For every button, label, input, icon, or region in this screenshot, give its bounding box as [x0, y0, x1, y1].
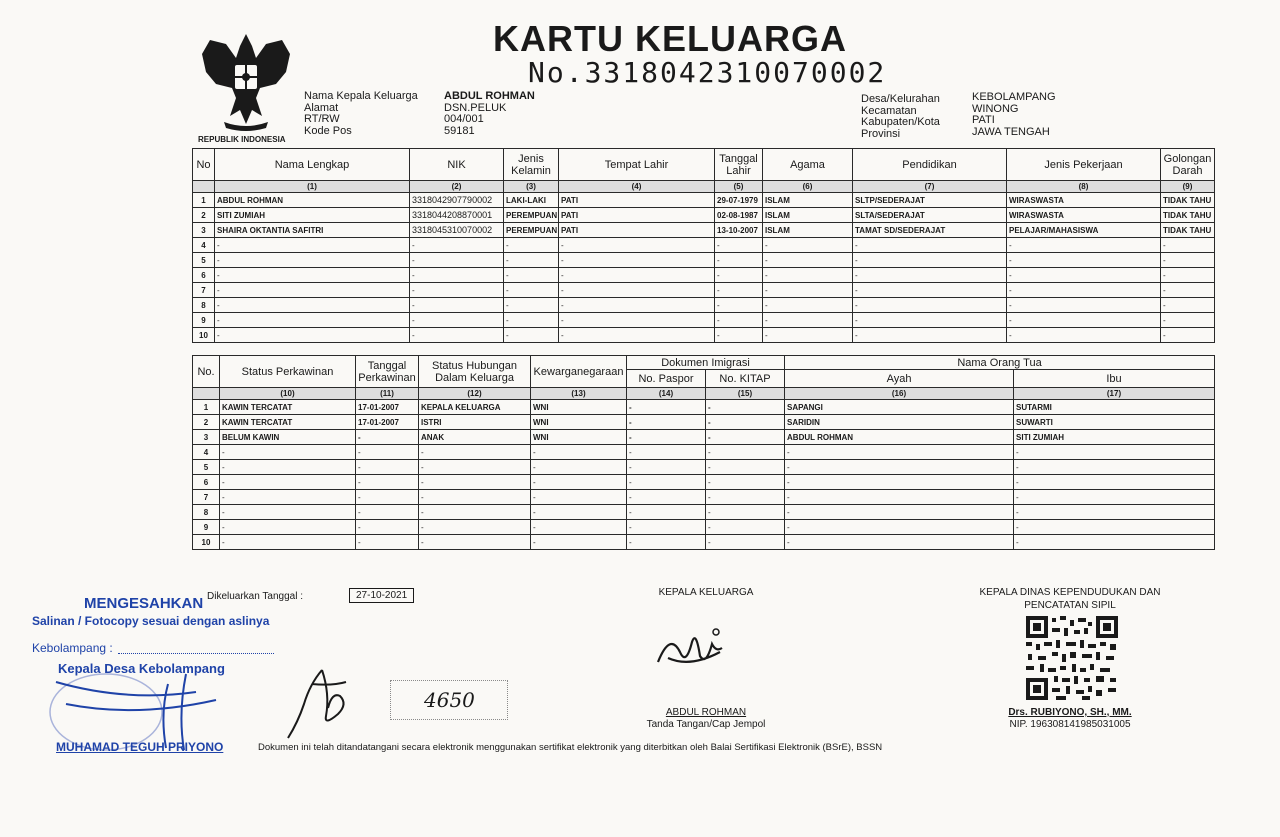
table-cell: -	[715, 328, 763, 343]
status-row	[193, 430, 1215, 445]
table-cell: KEPALA KELUARGA	[419, 400, 531, 415]
table-cell: -	[785, 460, 1014, 475]
table-cell: -	[356, 430, 419, 445]
table-cell: -	[1161, 313, 1215, 328]
head-of-family-caption: Tanda Tangan/Cap Jempol	[646, 719, 766, 730]
header-ibu: Ibu	[1014, 370, 1215, 388]
table-cell: -	[531, 490, 627, 505]
table-cell: -	[706, 400, 785, 415]
table-cell: -	[1161, 328, 1215, 343]
label-kecamatan: Kecamatan	[861, 104, 917, 117]
table-cell: -	[785, 475, 1014, 490]
value-alamat: DSN.PELUK	[444, 101, 507, 114]
header-pendidikan: Pendidikan	[853, 149, 1007, 181]
table-cell: BELUM KAWIN	[220, 430, 356, 445]
handwritten-number: 4650	[424, 688, 475, 712]
table-cell: -	[410, 313, 504, 328]
table-cell: TIDAK TAHU	[1161, 208, 1215, 223]
column-index-cell: (10)	[220, 388, 356, 400]
table-cell: -	[356, 445, 419, 460]
row-number: 10	[193, 328, 215, 343]
table-cell: -	[1161, 268, 1215, 283]
table-cell: -	[853, 313, 1007, 328]
label-rt-rw: RT/RW	[304, 113, 340, 125]
table-cell: -	[706, 505, 785, 520]
row-number: 3	[193, 430, 220, 445]
table-cell: -	[785, 520, 1014, 535]
table-cell: PATI	[559, 208, 715, 223]
table-cell: -	[763, 283, 853, 298]
row-number: 8	[193, 298, 215, 313]
header-jenis-pekerjaan: Jenis Pekerjaan	[1007, 149, 1161, 181]
table-cell: -	[627, 520, 706, 535]
table-cell: -	[531, 445, 627, 460]
column-index-cell: (13)	[531, 388, 627, 400]
table-cell: ABDUL ROHMAN	[215, 193, 410, 208]
table-cell: SARIDIN	[785, 415, 1014, 430]
column-index-cell: (4)	[559, 181, 715, 193]
status-row	[193, 520, 1215, 535]
status-row	[193, 460, 1215, 475]
table-cell: -	[1014, 445, 1215, 460]
table-cell: -	[853, 238, 1007, 253]
table-cell: -	[1007, 298, 1161, 313]
official-name: Drs. RUBIYONO, SH., MM.	[1008, 707, 1132, 718]
table-cell: -	[559, 298, 715, 313]
table-cell: -	[785, 490, 1014, 505]
table-cell: PATI	[559, 223, 715, 238]
table-cell: -	[627, 505, 706, 520]
status-row	[193, 415, 1215, 430]
table-cell: -	[504, 298, 559, 313]
table-cell: -	[356, 460, 419, 475]
member-row	[193, 313, 1215, 328]
table-cell: ABDUL ROHMAN	[785, 430, 1014, 445]
table-cell: -	[220, 460, 356, 475]
emblem-caption: REPUBLIK INDONESIA	[198, 135, 286, 144]
table-cell: SUTARMI	[1014, 400, 1215, 415]
table-cell: SLTP/SEDERAJAT	[853, 193, 1007, 208]
table-cell: TAMAT SD/SEDERAJAT	[853, 223, 1007, 238]
table-cell: TIDAK TAHU	[1161, 193, 1215, 208]
header-ayah: Ayah	[785, 370, 1014, 388]
table-cell: -	[1007, 253, 1161, 268]
header-dokumen-imigrasi: Dokumen Imigrasi	[627, 356, 785, 370]
table-cell: 17-01-2007	[356, 400, 419, 415]
table-cell: -	[763, 238, 853, 253]
issued-label: Dikeluarkan Tanggal :	[207, 591, 303, 602]
table-cell: -	[706, 490, 785, 505]
table-cell: -	[627, 490, 706, 505]
table-cell: -	[785, 505, 1014, 520]
table-cell: -	[763, 253, 853, 268]
official-nip: NIP. 196308141985031005	[1009, 719, 1131, 730]
row-number: 9	[193, 313, 215, 328]
table-cell: -	[627, 445, 706, 460]
table-cell: -	[220, 490, 356, 505]
table-cell: -	[504, 238, 559, 253]
stamp-title: MENGESAHKAN	[84, 595, 204, 612]
stamp-name: MUHAMAD TEGUH PRIYONO	[56, 740, 224, 754]
member-row	[193, 283, 1215, 298]
header-left-values	[444, 91, 535, 137]
table-cell: -	[356, 505, 419, 520]
table-cell: -	[706, 535, 785, 550]
table-cell: SLTA/SEDERAJAT	[853, 208, 1007, 223]
table-cell: -	[356, 535, 419, 550]
table-cell: -	[356, 475, 419, 490]
row-number: 6	[193, 475, 220, 490]
table-cell: -	[1007, 283, 1161, 298]
table-cell: -	[1161, 298, 1215, 313]
table-cell: -	[531, 520, 627, 535]
row-number: 10	[193, 535, 220, 550]
table-cell: -	[531, 505, 627, 520]
table-cell: -	[715, 313, 763, 328]
table-cell: -	[627, 430, 706, 445]
table-cell: PEREMPUAN	[504, 208, 559, 223]
table-cell: -	[1007, 238, 1161, 253]
table-cell: SITI ZUMIAH	[1014, 430, 1215, 445]
table-cell: 13-10-2007	[715, 223, 763, 238]
column-index-cell: (2)	[410, 181, 504, 193]
table-cell: -	[531, 475, 627, 490]
table-cell: TIDAK TAHU	[1161, 223, 1215, 238]
table-cell: -	[356, 490, 419, 505]
table-cell: -	[1014, 475, 1215, 490]
header-right-values	[972, 92, 1056, 138]
column-index-cell: (6)	[763, 181, 853, 193]
stamp-subtitle: Salinan / Fotocopy sesuai dengan aslinya	[32, 614, 270, 628]
issued-date: 27-10-2021	[349, 588, 414, 603]
member-row	[193, 253, 1215, 268]
kk-number: No.3318042310070002	[528, 56, 887, 89]
status-row	[193, 490, 1215, 505]
table-cell: -	[715, 253, 763, 268]
column-index-cell: (7)	[853, 181, 1007, 193]
table-cell: WNI	[531, 415, 627, 430]
value-desa: KEBOLAMPANG	[972, 91, 1056, 103]
row-number: 7	[193, 283, 215, 298]
table-cell: -	[715, 298, 763, 313]
column-index-cell: (9)	[1161, 181, 1215, 193]
table-cell: -	[785, 535, 1014, 550]
document-title: KARTU KELUARGA	[493, 18, 847, 59]
table-cell: WIRASWASTA	[1007, 208, 1161, 223]
table-cell: -	[853, 268, 1007, 283]
row-number: 6	[193, 268, 215, 283]
table-cell: -	[706, 460, 785, 475]
table-cell: -	[706, 445, 785, 460]
table-cell: 3318042907790002	[410, 193, 504, 208]
table-cell: -	[220, 535, 356, 550]
table-cell: KAWIN TERCATAT	[220, 415, 356, 430]
header-no-paspor: No. Paspor	[627, 370, 706, 388]
table-cell: ANAK	[419, 430, 531, 445]
row-number: 1	[193, 193, 215, 208]
row-number: 2	[193, 208, 215, 223]
table-cell: -	[763, 268, 853, 283]
table-cell: -	[706, 475, 785, 490]
table-cell: -	[215, 298, 410, 313]
member-row	[193, 268, 1215, 283]
column-index-cell	[193, 181, 215, 193]
row-number: 8	[193, 505, 220, 520]
table-cell: -	[215, 253, 410, 268]
header-kewarganegaraan: Kewarganegaraan	[531, 356, 627, 388]
table-cell: -	[504, 328, 559, 343]
table-cell: -	[419, 535, 531, 550]
table-cell: -	[627, 415, 706, 430]
stamp-place: Kebolampang :	[32, 641, 113, 655]
label-kode-pos: Kode Pos	[304, 124, 352, 137]
header-tanggal-lahir: Tanggal Lahir	[715, 149, 763, 181]
member-row	[193, 238, 1215, 253]
member-row	[193, 223, 1215, 238]
table-cell: WNI	[531, 400, 627, 415]
official-heading-line2: PENCATATAN SIPIL	[1024, 600, 1116, 611]
table-cell: -	[706, 430, 785, 445]
header-nik: NIK	[410, 149, 504, 181]
table-cell: -	[504, 268, 559, 283]
status-row	[193, 475, 1215, 490]
column-index-cell: (8)	[1007, 181, 1161, 193]
row-number: 9	[193, 520, 220, 535]
table-cell: -	[410, 268, 504, 283]
stamp-dotted-line	[118, 653, 274, 654]
row-number: 1	[193, 400, 220, 415]
label-nama-kepala: Nama Kepala Keluarga	[304, 90, 418, 102]
table-cell: -	[1161, 283, 1215, 298]
column-index-cell: (3)	[504, 181, 559, 193]
table-cell: -	[559, 268, 715, 283]
table-cell: WNI	[531, 430, 627, 445]
column-index-cell: (16)	[785, 388, 1014, 400]
column-index-cell: (14)	[627, 388, 706, 400]
table-cell: -	[1007, 328, 1161, 343]
row-number: 5	[193, 253, 215, 268]
table-cell: -	[706, 415, 785, 430]
status-row	[193, 445, 1215, 460]
table-cell: -	[715, 283, 763, 298]
column-index-cell: (11)	[356, 388, 419, 400]
table-cell: -	[220, 520, 356, 535]
table-cell: -	[1007, 313, 1161, 328]
table-cell: -	[410, 238, 504, 253]
table-cell: -	[559, 313, 715, 328]
table-cell: SHAIRA OKTANTIA SAFITRI	[215, 223, 410, 238]
table-cell: -	[853, 253, 1007, 268]
column-index-cell: (17)	[1014, 388, 1215, 400]
member-row	[193, 193, 1215, 208]
header-no: No	[193, 149, 215, 181]
table-cell: SITI ZUMIAH	[215, 208, 410, 223]
table-cell: -	[559, 328, 715, 343]
table-cell: -	[1007, 268, 1161, 283]
table-cell: -	[410, 298, 504, 313]
header-tanggal-perkawinan: Tanggal Perkawinan	[356, 356, 419, 388]
table-cell: SUWARTI	[1014, 415, 1215, 430]
table-cell: -	[220, 505, 356, 520]
value-rt-rw: 004/001	[444, 113, 484, 125]
header-golongan-darah: Golongan Darah	[1161, 149, 1215, 181]
table-cell: -	[706, 520, 785, 535]
table-cell: -	[1161, 253, 1215, 268]
value-provinsi: JAWA TENGAH	[972, 125, 1050, 138]
table-cell: -	[853, 283, 1007, 298]
header-no: No.	[193, 356, 220, 388]
table-cell: -	[1014, 460, 1215, 475]
status-row	[193, 535, 1215, 550]
qr-code-icon	[1026, 616, 1118, 700]
label-kabupaten: Kabupaten/Kota	[861, 116, 940, 128]
table-cell: -	[419, 460, 531, 475]
table-cell: -	[715, 238, 763, 253]
table-cell: -	[531, 535, 627, 550]
table-cell: KAWIN TERCATAT	[220, 400, 356, 415]
table-cell: -	[410, 328, 504, 343]
label-alamat: Alamat	[304, 101, 339, 114]
row-number: 7	[193, 490, 220, 505]
family-members-table	[192, 148, 1215, 343]
footer-note: Dokumen ini telah ditandatangani secara elektronik menggunakan sertifikat elektronik yang diterbitkan oleh Balai Sertifikasi Elektronik (BSrE), BSSN	[258, 742, 883, 753]
label-desa: Desa/Kelurahan	[861, 93, 940, 105]
table-cell: -	[853, 328, 1007, 343]
header-no-kitap: No. KITAP	[706, 370, 785, 388]
table-cell: ISTRI	[419, 415, 531, 430]
header-tempat-lahir: Tempat Lahir	[559, 149, 715, 181]
table-cell: -	[853, 298, 1007, 313]
table-cell: -	[1014, 520, 1215, 535]
table-cell: -	[215, 328, 410, 343]
table-cell: -	[220, 475, 356, 490]
table-cell: 29-07-1979	[715, 193, 763, 208]
table-cell: -	[1014, 535, 1215, 550]
table-cell: -	[1014, 505, 1215, 520]
row-number: 2	[193, 415, 220, 430]
table-cell: -	[410, 253, 504, 268]
value-kecamatan: WINONG	[972, 102, 1019, 115]
label-provinsi: Provinsi	[861, 127, 901, 140]
column-index-cell	[193, 388, 220, 400]
table-cell: -	[785, 445, 1014, 460]
column-index-cell: (1)	[215, 181, 410, 193]
table-cell: LAKI-LAKI	[504, 193, 559, 208]
value-nama-kepala: ABDUL ROHMAN	[444, 90, 535, 102]
head-of-family-heading: KEPALA KELUARGA	[658, 587, 754, 598]
table-cell: PATI	[559, 193, 715, 208]
table-cell: 02-08-1987	[715, 208, 763, 223]
table-cell: -	[559, 253, 715, 268]
table-cell: PEREMPUAN	[504, 223, 559, 238]
handwritten-signature	[282, 664, 354, 742]
table-cell: -	[504, 253, 559, 268]
column-index-cell: (5)	[715, 181, 763, 193]
table-cell: -	[763, 313, 853, 328]
status-row	[193, 400, 1215, 415]
member-row	[193, 298, 1215, 313]
table-cell: 3318045310070002	[410, 223, 504, 238]
table-cell: -	[410, 283, 504, 298]
table-cell: 3318044208870001	[410, 208, 504, 223]
table-cell: -	[215, 268, 410, 283]
table-cell: -	[215, 238, 410, 253]
member-row	[193, 328, 1215, 343]
table-cell: -	[215, 283, 410, 298]
table-cell: -	[627, 400, 706, 415]
table-cell: ISLAM	[763, 193, 853, 208]
head-of-family-name: ABDUL ROHMAN	[665, 707, 747, 718]
table-cell: -	[220, 445, 356, 460]
header-nama-lengkap: Nama Lengkap	[215, 149, 410, 181]
header-status-perkawinan: Status Perkawinan	[220, 356, 356, 388]
table-cell: -	[419, 445, 531, 460]
table-cell: -	[531, 460, 627, 475]
status-row	[193, 505, 1215, 520]
official-heading-line1: KEPALA DINAS KEPENDUDUKAN DAN	[979, 587, 1161, 598]
row-number: 4	[193, 238, 215, 253]
family-status-table	[192, 355, 1215, 550]
table-cell: -	[627, 535, 706, 550]
table-cell: -	[1014, 490, 1215, 505]
table-cell: -	[1161, 238, 1215, 253]
table-cell: ISLAM	[763, 223, 853, 238]
table-cell: -	[419, 505, 531, 520]
table-cell: -	[504, 313, 559, 328]
table-cell: -	[763, 298, 853, 313]
table-cell: -	[559, 283, 715, 298]
table-cell: -	[627, 475, 706, 490]
value-kabupaten: PATI	[972, 114, 995, 126]
row-number: 4	[193, 445, 220, 460]
table-cell: -	[627, 460, 706, 475]
column-index-cell: (15)	[706, 388, 785, 400]
table-cell: SAPANGI	[785, 400, 1014, 415]
head-of-family-signature	[650, 622, 734, 676]
header-agama: Agama	[763, 149, 853, 181]
table-cell: -	[504, 283, 559, 298]
table-cell: -	[559, 238, 715, 253]
table-cell: -	[419, 520, 531, 535]
header-left-labels	[304, 91, 418, 137]
value-kode-pos: 59181	[444, 124, 475, 137]
row-number: 5	[193, 460, 220, 475]
column-index-cell: (12)	[419, 388, 531, 400]
header-status-hubungan: Status Hubungan Dalam Keluarga	[419, 356, 531, 388]
member-row	[193, 208, 1215, 223]
table-cell: -	[419, 490, 531, 505]
table-cell: 17-01-2007	[356, 415, 419, 430]
header-right-labels	[861, 94, 940, 140]
header-jenis-kelamin: Jenis Kelamin	[504, 149, 559, 181]
table-cell: ISLAM	[763, 208, 853, 223]
table-cell: -	[215, 313, 410, 328]
column-index-row	[193, 388, 1215, 400]
table-cell: -	[356, 520, 419, 535]
table-cell: -	[419, 475, 531, 490]
column-index-row	[193, 181, 1215, 193]
table-cell: WIRASWASTA	[1007, 193, 1161, 208]
row-number: 3	[193, 223, 215, 238]
table-cell: PELAJAR/MAHASISWA	[1007, 223, 1161, 238]
header-nama-orang-tua: Nama Orang Tua	[785, 356, 1215, 370]
table-cell: -	[715, 268, 763, 283]
stamp-position: Kepala Desa Kebolampang	[58, 661, 225, 676]
table-cell: -	[763, 328, 853, 343]
